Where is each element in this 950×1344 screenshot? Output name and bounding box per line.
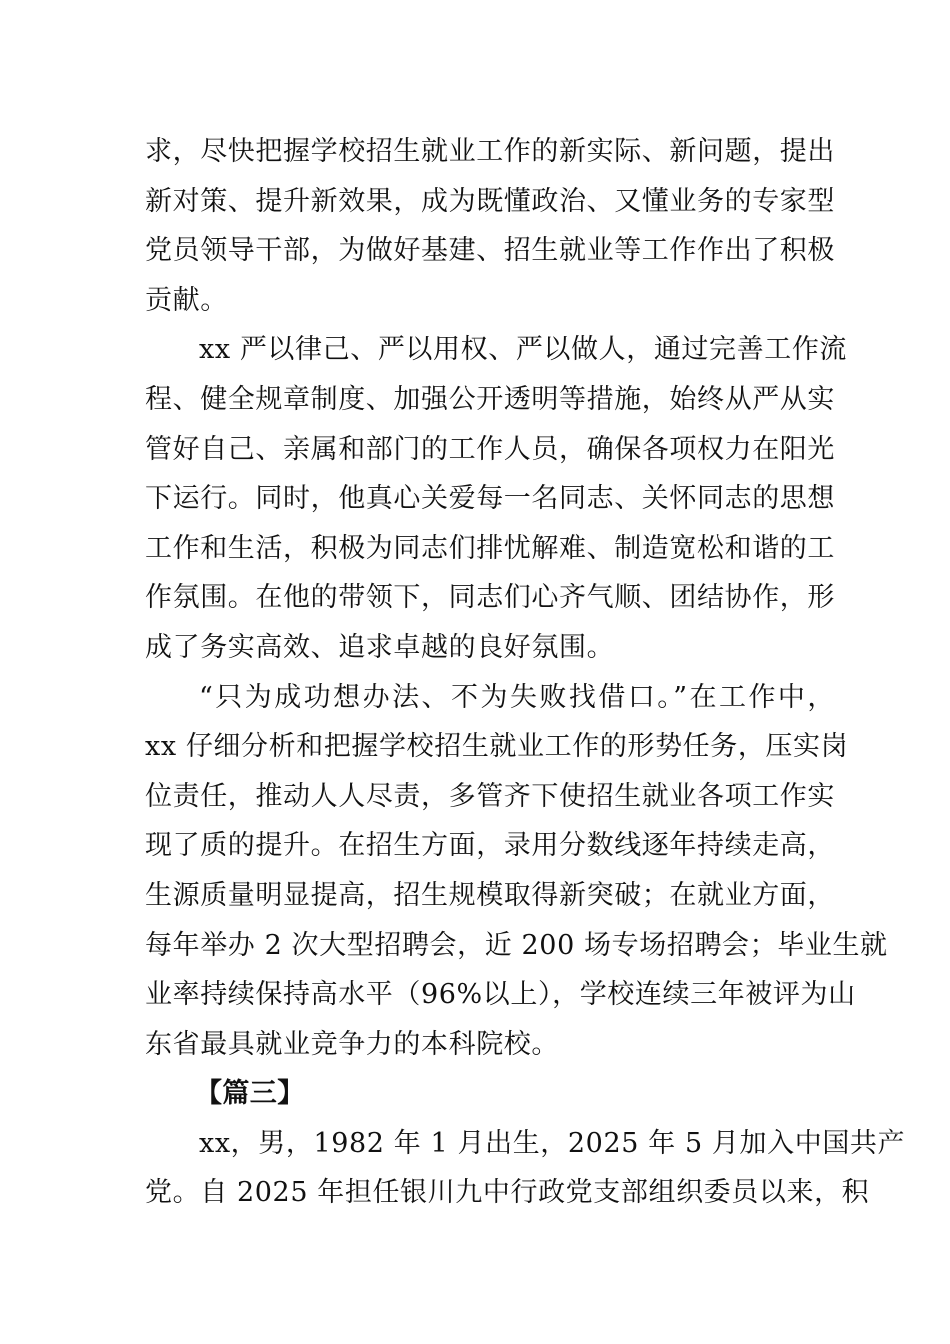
- text-line: xx 严以律己、严以用权、严以做人，通过完善工作流: [199, 334, 848, 366]
- text-line: 求，尽快把握学校招生就业工作的新实际、新问题，提出: [145, 136, 835, 167]
- paragraph: [145, 325, 848, 672]
- text-line: 业率持续保持高水平（96%以上），学校连续三年被评为山: [145, 979, 856, 1011]
- text-line: 贡献。: [145, 284, 228, 316]
- text-line: 东省最具就业竞争力的本科院校。: [145, 1028, 559, 1060]
- text-line: 每年举办 2 次大型招聘会，近 200 场专场招聘会；毕业生就: [145, 929, 888, 961]
- section-heading-text: 【篇三】: [195, 1078, 305, 1110]
- text-line: 党。自 2025 年担任银川九中行政党支部组织委员以来，积: [145, 1177, 870, 1209]
- document-body: [145, 127, 906, 1218]
- text-line: “只为成功想办法、不为失败找借口。”在工作中，: [199, 681, 835, 713]
- text-line: 成了务实高效、追求卓越的良好氛围。: [145, 631, 615, 663]
- text-line: 下运行。同时，他真心关爱每一名同志、关怀同志的思想: [145, 483, 835, 515]
- paragraph: [145, 673, 888, 1070]
- paragraph: [145, 127, 835, 325]
- text-line: 位责任，推动人人尽责，多管齐下使招生就业各项工作实: [145, 780, 835, 812]
- text-line: 管好自己、亲属和部门的工作人员，确保各项权力在阳光: [145, 433, 835, 465]
- text-line: 工作和生活，积极为同志们排忧解难、制造宽松和谐的工: [145, 532, 835, 564]
- text-line: 生源质量明显提高，招生规模取得新突破；在就业方面，: [145, 879, 835, 911]
- text-line: xx，男，1982 年 1 月出生，2025 年 5 月加入中国共产: [199, 1127, 906, 1159]
- text-line: xx 仔细分析和把握学校招生就业工作的形势任务，压实岗: [145, 731, 849, 763]
- paragraph: [145, 1119, 906, 1218]
- text-line: 作氛围。在他的带领下，同志们心齐气顺、团结协作，形: [145, 582, 835, 614]
- text-line: 新对策、提升新效果，成为既懂政治、又懂业务的专家型: [145, 185, 835, 217]
- text-line: 程、健全规章制度、加强公开透明等措施，始终从严从实: [145, 383, 835, 415]
- text-line: 党员领导干部，为做好基建、招生就业等工作作出了积极: [145, 235, 835, 267]
- text-line: 现了质的提升。在招生方面，录用分数线逐年持续走高，: [145, 830, 835, 862]
- section-heading: [145, 1069, 835, 1119]
